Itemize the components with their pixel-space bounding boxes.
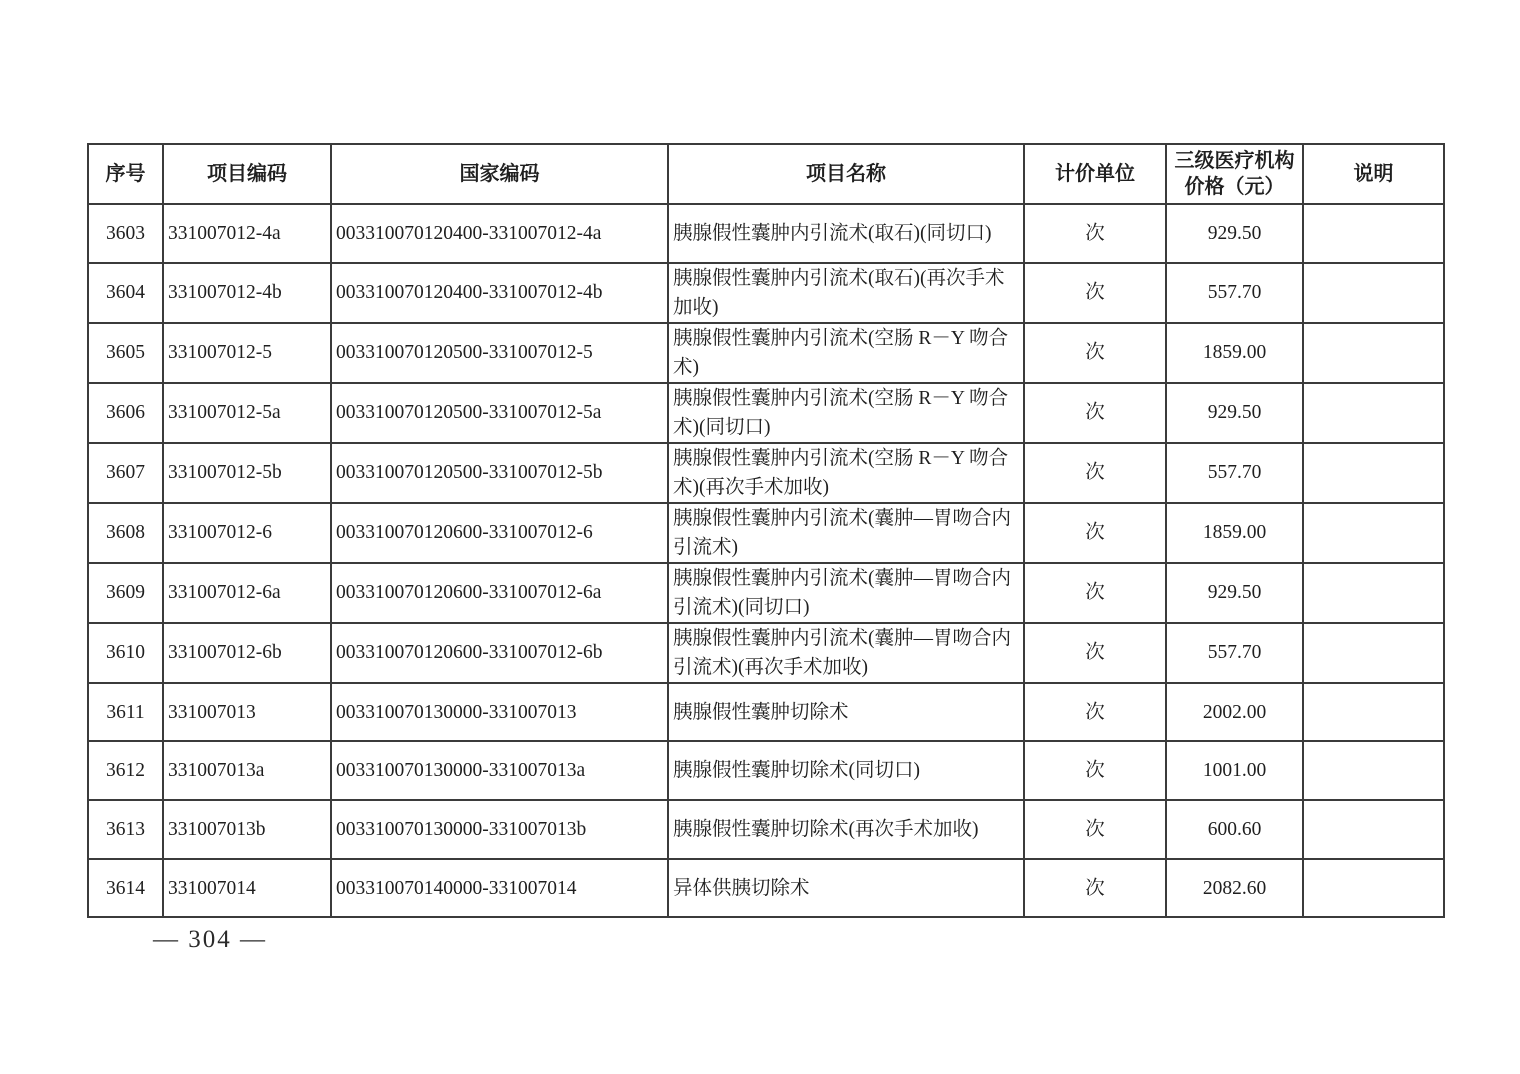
- cell-seq: 3611: [88, 683, 163, 742]
- cell-note: [1303, 859, 1444, 918]
- cell-price: 600.60: [1166, 800, 1303, 859]
- cell-item-name: 胰腺假性囊肿内引流术(囊肿—胃吻合内引流术): [668, 503, 1024, 563]
- cell-price: 557.70: [1166, 263, 1303, 323]
- cell-price: 557.70: [1166, 623, 1303, 683]
- cell-item-code: 331007012-6: [163, 503, 331, 563]
- cell-national-code: 003310070120400-331007012-4a: [331, 204, 668, 263]
- cell-unit: 次: [1024, 323, 1166, 383]
- cell-item-code: 331007013: [163, 683, 331, 742]
- cell-price: 557.70: [1166, 443, 1303, 503]
- table-row: [88, 443, 1444, 503]
- cell-unit: 次: [1024, 263, 1166, 323]
- header-row: [88, 144, 1444, 204]
- cell-item-code: 331007013b: [163, 800, 331, 859]
- cell-unit: 次: [1024, 204, 1166, 263]
- cell-seq: 3604: [88, 263, 163, 323]
- cell-item-name: 胰腺假性囊肿内引流术(空肠 R－Y 吻合术)(再次手术加收): [668, 443, 1024, 503]
- cell-price: 929.50: [1166, 204, 1303, 263]
- col-header-seq: 序号: [88, 144, 163, 204]
- cell-price: 1001.00: [1166, 741, 1303, 800]
- cell-note: [1303, 263, 1444, 323]
- cell-national-code: 003310070130000-331007013b: [331, 800, 668, 859]
- page-number: — 304 —: [153, 926, 267, 953]
- col-header-national-code: 国家编码: [331, 144, 668, 204]
- cell-unit: 次: [1024, 563, 1166, 623]
- cell-unit: 次: [1024, 623, 1166, 683]
- cell-price: 1859.00: [1166, 323, 1303, 383]
- cell-item-name: 胰腺假性囊肿内引流术(空肠 R－Y 吻合术): [668, 323, 1024, 383]
- table-body: [88, 204, 1444, 917]
- cell-seq: 3603: [88, 204, 163, 263]
- cell-national-code: 003310070120400-331007012-4b: [331, 263, 668, 323]
- cell-note: [1303, 563, 1444, 623]
- table-row: [88, 859, 1444, 918]
- cell-item-name: 胰腺假性囊肿切除术(再次手术加收): [668, 800, 1024, 859]
- cell-unit: 次: [1024, 383, 1166, 443]
- cell-item-code: 331007012-5: [163, 323, 331, 383]
- cell-price: 2002.00: [1166, 683, 1303, 742]
- table-row: [88, 683, 1444, 742]
- cell-seq: 3610: [88, 623, 163, 683]
- cell-item-code: 331007013a: [163, 741, 331, 800]
- cell-item-code: 331007012-6a: [163, 563, 331, 623]
- cell-national-code: 003310070130000-331007013: [331, 683, 668, 742]
- cell-national-code: 003310070120500-331007012-5: [331, 323, 668, 383]
- cell-item-code: 331007012-4a: [163, 204, 331, 263]
- cell-note: [1303, 503, 1444, 563]
- cell-unit: 次: [1024, 741, 1166, 800]
- cell-seq: 3607: [88, 443, 163, 503]
- cell-item-name: 胰腺假性囊肿内引流术(取石)(再次手术加收): [668, 263, 1024, 323]
- table-row: [88, 263, 1444, 323]
- cell-item-name: 胰腺假性囊肿切除术(同切口): [668, 741, 1024, 800]
- cell-item-code: 331007012-5a: [163, 383, 331, 443]
- cell-price: 929.50: [1166, 563, 1303, 623]
- cell-unit: 次: [1024, 503, 1166, 563]
- cell-national-code: 003310070120500-331007012-5b: [331, 443, 668, 503]
- table-row: [88, 741, 1444, 800]
- cell-note: [1303, 383, 1444, 443]
- cell-note: [1303, 204, 1444, 263]
- cell-note: [1303, 800, 1444, 859]
- cell-note: [1303, 683, 1444, 742]
- table-header: [88, 144, 1444, 204]
- cell-item-name: 胰腺假性囊肿内引流术(空肠 R－Y 吻合术)(同切口): [668, 383, 1024, 443]
- cell-note: [1303, 323, 1444, 383]
- cell-unit: 次: [1024, 859, 1166, 918]
- cell-item-name: 胰腺假性囊肿内引流术(囊肿—胃吻合内引流术)(同切口): [668, 563, 1024, 623]
- col-header-price: [1166, 144, 1303, 204]
- cell-price: 929.50: [1166, 383, 1303, 443]
- cell-seq: 3606: [88, 383, 163, 443]
- col-header-item-code: 项目编码: [163, 144, 331, 204]
- cell-national-code: 003310070120600-331007012-6b: [331, 623, 668, 683]
- table-row: [88, 623, 1444, 683]
- cell-item-name: 胰腺假性囊肿切除术: [668, 683, 1024, 742]
- cell-seq: 3609: [88, 563, 163, 623]
- table-row: [88, 204, 1444, 263]
- table-row: [88, 503, 1444, 563]
- table-row: [88, 800, 1444, 859]
- cell-seq: 3613: [88, 800, 163, 859]
- cell-item-name: 异体供胰切除术: [668, 859, 1024, 918]
- cell-item-name: 胰腺假性囊肿内引流术(囊肿—胃吻合内引流术)(再次手术加收): [668, 623, 1024, 683]
- cell-note: [1303, 443, 1444, 503]
- cell-national-code: 003310070120600-331007012-6: [331, 503, 668, 563]
- cell-item-code: 331007012-5b: [163, 443, 331, 503]
- cell-note: [1303, 741, 1444, 800]
- cell-seq: 3614: [88, 859, 163, 918]
- col-header-note: 说明: [1303, 144, 1444, 204]
- cell-unit: 次: [1024, 443, 1166, 503]
- cell-national-code: 003310070120600-331007012-6a: [331, 563, 668, 623]
- col-header-price-line1: 三级医疗机构: [1174, 150, 1295, 172]
- col-header-unit: 计价单位: [1024, 144, 1166, 204]
- cell-price: 2082.60: [1166, 859, 1303, 918]
- cell-unit: 次: [1024, 683, 1166, 742]
- table-row: [88, 563, 1444, 623]
- cell-national-code: 003310070130000-331007013a: [331, 741, 668, 800]
- cell-price: 1859.00: [1166, 503, 1303, 563]
- table-row: [88, 383, 1444, 443]
- table-row: [88, 323, 1444, 383]
- cell-seq: 3608: [88, 503, 163, 563]
- cell-item-code: 331007014: [163, 859, 331, 918]
- cell-item-code: 331007012-4b: [163, 263, 331, 323]
- cell-seq: 3605: [88, 323, 163, 383]
- cell-seq: 3612: [88, 741, 163, 800]
- cell-unit: 次: [1024, 800, 1166, 859]
- col-header-item-name: 项目名称: [668, 144, 1024, 204]
- cell-item-name: 胰腺假性囊肿内引流术(取石)(同切口): [668, 204, 1024, 263]
- cell-note: [1303, 623, 1444, 683]
- col-header-price-line2: 价格（元）: [1184, 176, 1285, 198]
- cell-national-code: 003310070120500-331007012-5a: [331, 383, 668, 443]
- medical-price-table: [87, 143, 1445, 918]
- cell-item-code: 331007012-6b: [163, 623, 331, 683]
- cell-national-code: 003310070140000-331007014: [331, 859, 668, 918]
